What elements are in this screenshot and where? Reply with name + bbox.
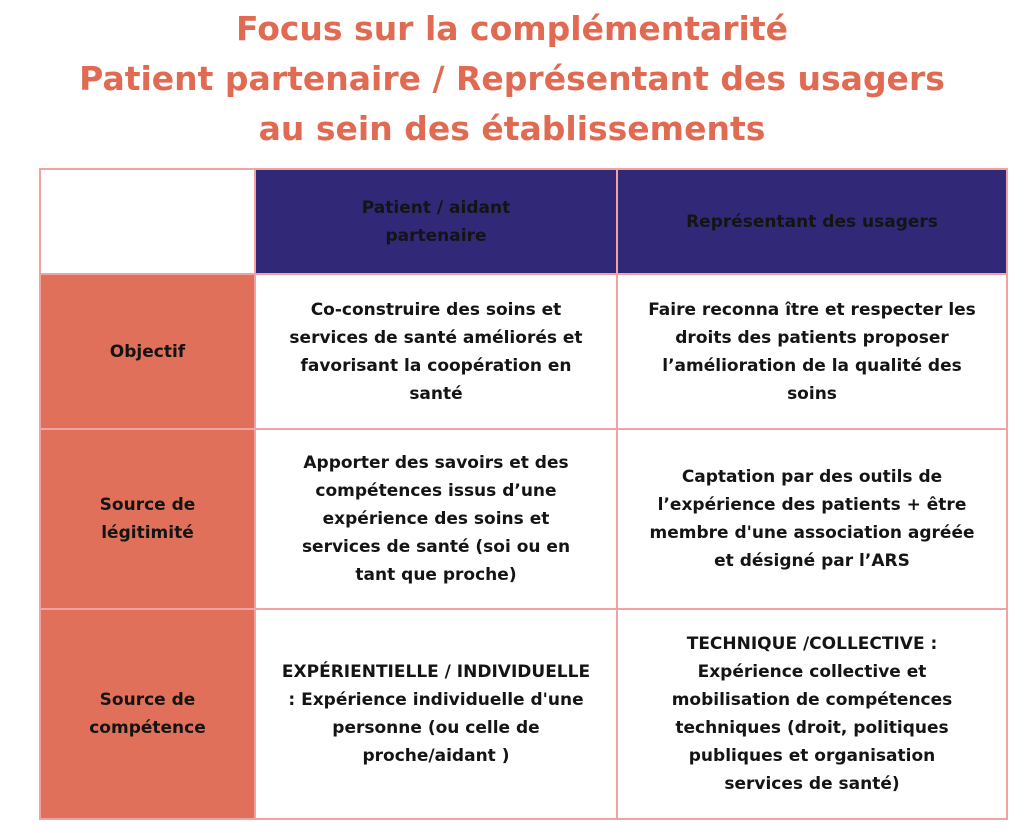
column-header-representant: Représentant des usagers xyxy=(617,169,1007,274)
cell-competence-patient: EXPÉRIENTIELLE / INDIVIDUELLE : Expérience individuelle d'une personne (ou celle de proche/aidant ) xyxy=(255,609,617,819)
row-header-legitimite: Source de légitimité xyxy=(40,429,255,609)
column-header-patient: Patient / aidant partenaire xyxy=(255,169,617,274)
table-row-legitimite xyxy=(40,429,1007,609)
table-row-competence xyxy=(40,609,1007,819)
cell-legitimite-patient: Apporter des savoirs et des compétences issus d’une expérience des soins et services de santé (soi ou en tant que proche) xyxy=(255,429,617,609)
cell-objectif-representant: Faire reconna ître et respecter les droits des patients proposer l’amélioration de la qualité des soins xyxy=(617,274,1007,429)
title-line-1: Focus sur la complémentarité xyxy=(235,9,788,48)
page-title xyxy=(0,4,1024,154)
corner-cell xyxy=(40,169,255,274)
title-line-3: au sein des établissements xyxy=(258,109,766,148)
cell-legitimite-representant: Captation par des outils de l’expérience des patients + être membre d'une association agréée et désigné par l’ARS xyxy=(617,429,1007,609)
table-header-row xyxy=(40,169,1007,274)
comparison-table xyxy=(39,168,1008,820)
cell-competence-representant: TECHNIQUE /COLLECTIVE : Expérience collective et mobilisation de compétences techniques (droit, politiques publiques et organisation services de santé) xyxy=(617,609,1007,819)
title-line-2: Patient partenaire / Représentant des usagers xyxy=(79,59,945,98)
cell-objectif-patient: Co-construire des soins et services de santé améliorés et favorisant la coopération en santé xyxy=(255,274,617,429)
row-header-competence: Source de compétence xyxy=(40,609,255,819)
table-row-objectif xyxy=(40,274,1007,429)
row-header-objectif: Objectif xyxy=(40,274,255,429)
